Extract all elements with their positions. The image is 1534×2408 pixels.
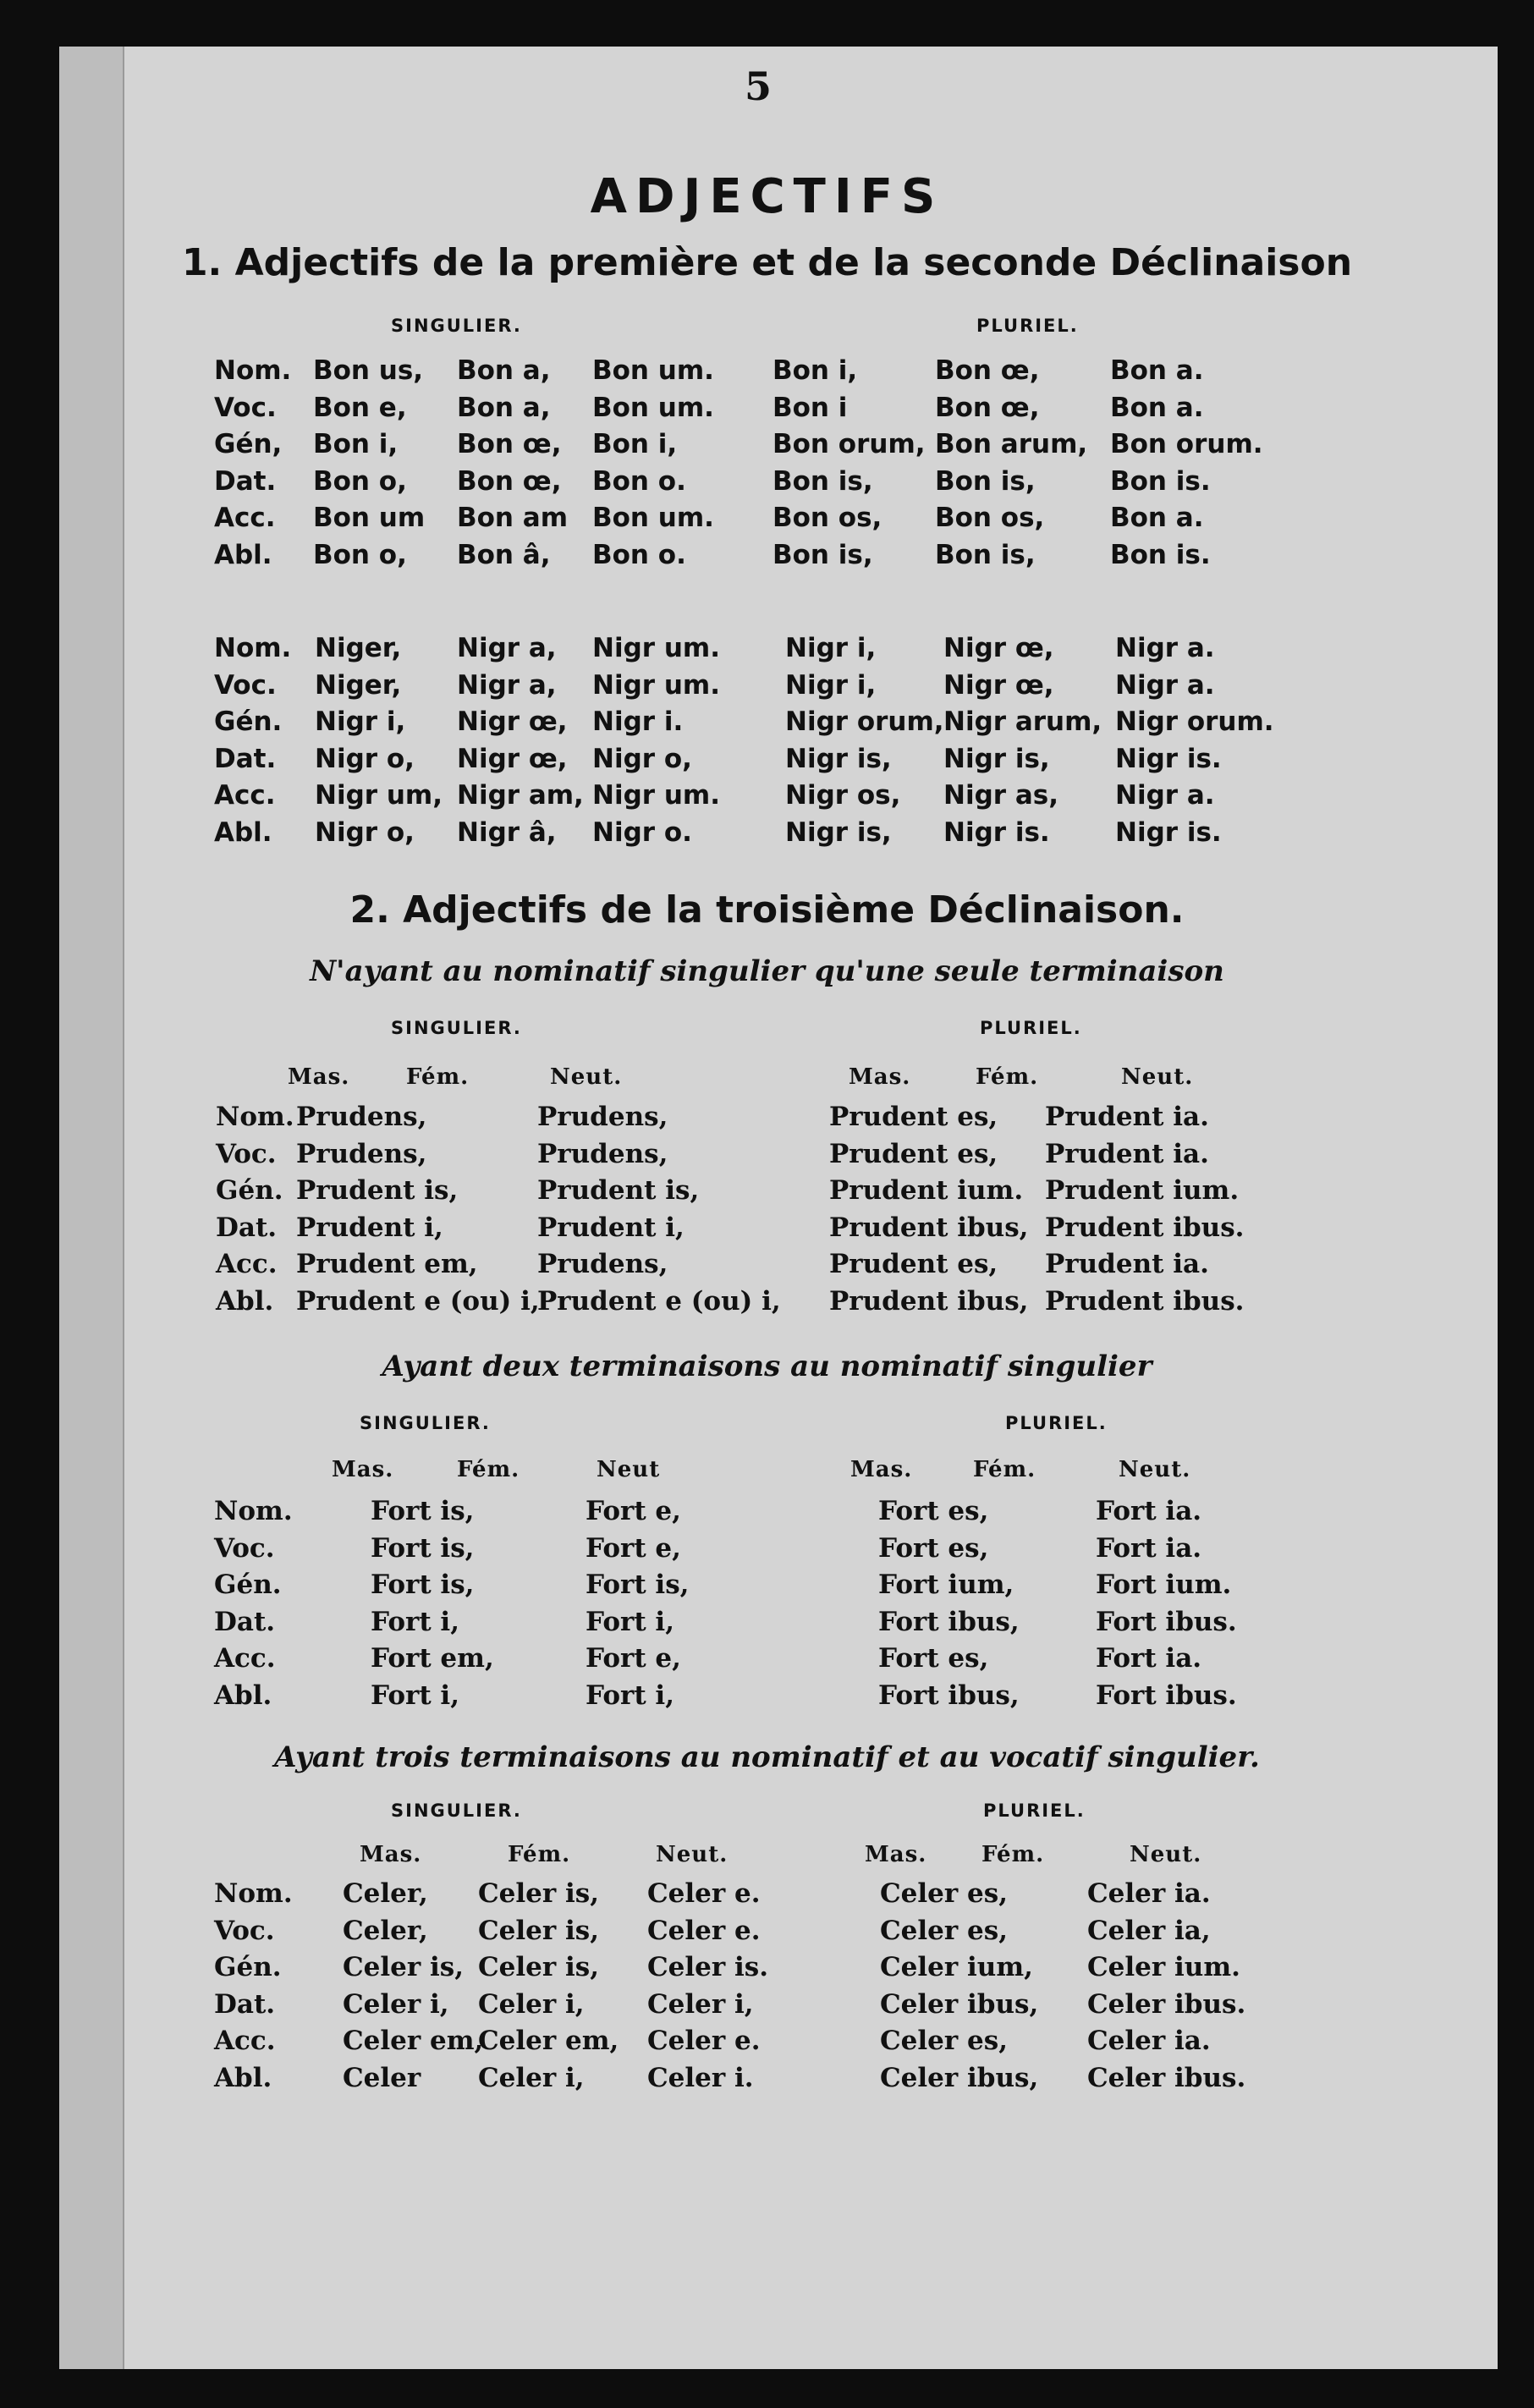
declension-cell: Celer ia, <box>1087 1915 1211 1946</box>
declension-cell: Prudent ia. <box>1045 1138 1209 1169</box>
declension-cell: Bon us, <box>313 355 424 386</box>
declension-cell: Bon œ, <box>935 355 1040 386</box>
declension-cell: Niger, <box>315 633 402 663</box>
gender-header: Fém. <box>973 1457 1036 1482</box>
declension-cell: Bon a. <box>1110 392 1204 423</box>
declension-cell: Prudent i, <box>537 1212 685 1243</box>
declension-cell: Prudens, <box>537 1138 668 1169</box>
declension-cell: Fort ibus. <box>1096 1606 1237 1637</box>
gender-header: Mas. <box>849 1064 911 1090</box>
declension-cell: Nigr is. <box>1115 816 1222 848</box>
declension-cell: Bon os, <box>772 503 882 533</box>
declension-cell: Bon i <box>772 392 848 423</box>
page-title: ADJECTIFS <box>590 169 944 224</box>
gender-header: Fém. <box>457 1457 520 1482</box>
declension-cell: Celer i. <box>647 2062 754 2093</box>
celer-singular-label: SINGULIER. <box>391 1801 522 1821</box>
declension-cell: Bon um. <box>592 355 714 386</box>
case-label: Dat. <box>216 1212 278 1243</box>
declension-cell: Bon is, <box>772 465 873 497</box>
declension-cell: Nigr os, <box>785 780 901 811</box>
gender-header: Mas. <box>865 1842 927 1867</box>
page-number: 5 <box>745 63 772 109</box>
declension-cell: Celer e. <box>647 1878 761 1909</box>
declension-cell: Celer em, <box>343 2026 484 2056</box>
declension-cell: Celer is, <box>478 1952 600 1982</box>
declension-cell: Fort es, <box>878 1643 989 1674</box>
declension-cell: Bon œ, <box>457 429 562 459</box>
declension-cell: Fort ia. <box>1096 1496 1202 1526</box>
declension-cell: Prudent e (ou) i, <box>537 1285 781 1317</box>
declension-cell: Prudent is, <box>537 1175 700 1206</box>
case-label: Abl. <box>216 1285 274 1317</box>
declension-cell: Nigr o. <box>592 816 692 848</box>
declension-cell: Fort is, <box>371 1532 475 1564</box>
declension-cell: Nigr œ, <box>457 743 568 774</box>
case-label: Abl. <box>214 816 272 848</box>
declension-cell: Fort i, <box>586 1606 675 1637</box>
section-1-heading: 1. Adjectifs de la première et de la seconde Déclinaison <box>181 241 1353 284</box>
declension-cell: Fort ium, <box>878 1570 1014 1600</box>
declension-cell: Celer e. <box>647 2026 761 2056</box>
declension-cell: Fort ia. <box>1096 1643 1202 1674</box>
declension-cell: Prudens, <box>537 1249 668 1279</box>
declension-cell: Bon œ, <box>935 392 1040 423</box>
declension-cell: Nigr œ, <box>457 706 568 737</box>
declension-cell: Fort es, <box>878 1532 989 1564</box>
declension-cell: Bon o, <box>313 465 407 497</box>
declension-cell: Celer e. <box>647 1915 761 1946</box>
declension-cell: Prudent em, <box>296 1249 478 1279</box>
declension-cell: Celer i, <box>478 2062 585 2093</box>
declension-cell: Bon is, <box>935 465 1036 497</box>
declension-cell: Niger, <box>315 669 402 701</box>
case-label: Voc. <box>214 1532 275 1564</box>
declension-cell: Nigr um. <box>592 780 720 811</box>
declension-cell: Prudent es, <box>829 1249 998 1279</box>
gender-header: Fém. <box>406 1064 470 1090</box>
declension-cell: Bon e, <box>313 392 407 423</box>
declension-cell: Bon um <box>313 503 426 533</box>
declension-cell: Nigr um, <box>315 780 443 811</box>
case-label: Nom. <box>214 1496 293 1526</box>
section-2-subheading-a: N'ayant au nominatif singulier qu'une seule terminaison <box>310 954 1224 988</box>
declension-cell: Celer is, <box>478 1878 600 1909</box>
declension-cell: Celer ium, <box>880 1952 1033 1982</box>
declension-cell: Celer i, <box>647 1988 754 2020</box>
section-2-heading: 2. Adjectifs de la troisième Déclinaison. <box>349 888 1185 932</box>
gender-header: Mas. <box>288 1064 350 1090</box>
case-label: Acc. <box>214 503 276 533</box>
declension-cell: Bon is, <box>772 539 873 570</box>
declension-cell: Nigr orum, <box>785 706 944 737</box>
declension-cell: Prudent ia. <box>1045 1249 1209 1279</box>
case-label: Voc. <box>216 1138 277 1169</box>
case-label: Dat. <box>214 465 277 497</box>
case-label: Acc. <box>216 1249 278 1279</box>
gender-header: Fém. <box>981 1842 1045 1867</box>
declension-cell: Fort ium. <box>1096 1570 1232 1600</box>
declension-cell: Celer ia. <box>1087 2026 1211 2056</box>
case-label: Dat. <box>214 743 277 774</box>
declension-cell: Bon a. <box>1110 355 1204 386</box>
gender-header: Fém. <box>976 1064 1039 1090</box>
declension-cell: Fort i, <box>371 1680 460 1711</box>
declension-cell: Bon œ, <box>457 465 562 497</box>
declension-cell: Celer em, <box>478 2026 619 2056</box>
declension-cell: Fort e, <box>586 1532 681 1564</box>
declension-cell: Bon i, <box>592 429 678 459</box>
case-label: Abl. <box>214 2062 272 2093</box>
declension-cell: Celer ibus, <box>880 1988 1039 2020</box>
declension-cell: Fort is, <box>586 1570 690 1600</box>
case-label: Nom. <box>214 633 292 663</box>
gender-header: Mas. <box>332 1457 394 1482</box>
fortis-singular-label: SINGULIER. <box>360 1413 491 1433</box>
declension-cell: Prudent ia. <box>1045 1102 1209 1132</box>
declension-cell: Nigr is. <box>1115 743 1222 774</box>
declension-cell: Prudens, <box>296 1102 427 1132</box>
gender-header: Mas. <box>850 1457 913 1482</box>
declension-cell: Fort ibus, <box>878 1680 1020 1711</box>
case-label: Acc. <box>214 1643 276 1674</box>
declension-cell: Prudent ibus. <box>1045 1212 1245 1243</box>
declension-cell: Celer i, <box>343 1988 449 2020</box>
declension-cell: Nigr i, <box>785 633 877 663</box>
declension-cell: Prudent ibus. <box>1045 1285 1245 1317</box>
declension-cell: Bon arum, <box>935 429 1088 459</box>
declension-cell: Bon os, <box>935 503 1045 533</box>
declension-cell: Bon i, <box>772 355 858 386</box>
declension-cell: Celer ibus. <box>1087 1988 1246 2020</box>
declension-cell: Nigr o, <box>315 816 415 848</box>
declension-cell: Prudent e (ou) i, <box>296 1285 540 1317</box>
case-label: Nom. <box>214 1878 293 1909</box>
declension-cell: Bon â, <box>457 539 551 570</box>
declension-cell: Prudens, <box>296 1138 427 1169</box>
gender-header: Neut. <box>656 1842 729 1867</box>
declension-cell: Fort ia. <box>1096 1532 1202 1564</box>
case-label: Acc. <box>214 780 276 811</box>
case-label: Gén. <box>216 1175 283 1206</box>
declension-cell: Celer, <box>343 1878 428 1909</box>
celer-plural-label: PLURIEL. <box>983 1801 1086 1821</box>
prudens-singular-label: SINGULIER. <box>391 1018 522 1038</box>
declension-cell: Fort is, <box>371 1496 475 1526</box>
declension-cell: Celer es, <box>880 2026 1008 2056</box>
declension-cell: Celer is. <box>647 1952 769 1982</box>
declension-cell: Bon am <box>457 503 569 533</box>
declension-cell: Nigr i. <box>592 706 684 737</box>
declension-cell: Prudent i, <box>296 1212 443 1243</box>
gender-header: Fém. <box>508 1842 571 1867</box>
gender-header: Neut. <box>1121 1064 1194 1090</box>
declension-cell: Celer is, <box>478 1915 600 1946</box>
declension-cell: Prudens, <box>537 1102 668 1132</box>
declension-cell: Bon o, <box>313 539 407 570</box>
declension-cell: Nigr um. <box>592 633 720 663</box>
declension-cell: Nigr is. <box>943 816 1050 848</box>
declension-cell: Nigr o, <box>592 743 692 774</box>
declension-cell: Celer es, <box>880 1878 1008 1909</box>
declension-cell: Nigr is, <box>785 743 892 774</box>
section-1-singular-label: SINGULIER. <box>391 316 522 336</box>
declension-cell: Prudent ibus, <box>829 1212 1029 1243</box>
declension-cell: Prudent es, <box>829 1102 998 1132</box>
declension-cell: Bon is, <box>935 539 1036 570</box>
declension-cell: Nigr i, <box>315 706 406 737</box>
declension-cell: Fort is, <box>371 1570 475 1600</box>
declension-cell: Nigr i, <box>785 669 877 701</box>
declension-cell: Bon i, <box>313 429 399 459</box>
declension-cell: Bon a, <box>457 355 551 386</box>
gender-header: Neut. <box>550 1064 623 1090</box>
section-2-subheading-c: Ayant trois terminaisons au nominatif et au vocatif singulier. <box>274 1740 1260 1774</box>
gender-header: Neut <box>597 1457 661 1482</box>
case-label: Dat. <box>214 1606 276 1637</box>
declension-cell: Bon a, <box>457 392 551 423</box>
declension-cell: Fort ibus, <box>878 1606 1020 1637</box>
declension-cell: Fort em, <box>371 1643 494 1674</box>
declension-cell: Bon um. <box>592 503 714 533</box>
declension-cell: Fort i, <box>586 1680 675 1711</box>
declension-cell: Bon o. <box>592 539 686 570</box>
declension-cell: Prudent es, <box>829 1138 998 1169</box>
case-label: Nom. <box>214 355 292 386</box>
declension-cell: Celer es, <box>880 1915 1008 1946</box>
case-label: Acc. <box>214 2026 276 2056</box>
declension-cell: Celer, <box>343 1915 428 1946</box>
case-label: Dat. <box>214 1988 276 2020</box>
declension-cell: Nigr arum, <box>943 706 1102 737</box>
case-label: Voc. <box>214 1915 275 1946</box>
declension-cell: Fort e, <box>586 1496 681 1526</box>
gender-header: Mas. <box>360 1842 422 1867</box>
case-label: Voc. <box>214 669 277 701</box>
declension-cell: Bon is. <box>1110 539 1211 570</box>
declension-cell: Celer ium. <box>1087 1952 1240 1982</box>
declension-cell: Celer ia. <box>1087 1878 1211 1909</box>
fortis-plural-label: PLURIEL. <box>1005 1413 1108 1433</box>
declension-cell: Fort i, <box>371 1606 460 1637</box>
declension-cell: Prudent ibus, <box>829 1285 1029 1317</box>
declension-cell: Nigr um. <box>592 669 720 701</box>
case-label: Voc. <box>214 392 277 423</box>
declension-cell: Nigr a. <box>1115 780 1215 811</box>
declension-cell: Bon a. <box>1110 503 1204 533</box>
declension-cell: Nigr as, <box>943 780 1058 811</box>
declension-cell: Celer <box>343 2062 421 2093</box>
declension-cell: Bon o. <box>592 465 686 497</box>
declension-cell: Celer is, <box>343 1952 465 1982</box>
case-label: Gén, <box>214 429 283 459</box>
declension-cell: Nigr œ, <box>943 669 1054 701</box>
section-2-subheading-b: Ayant deux terminaisons au nominatif singulier <box>382 1350 1152 1383</box>
declension-cell: Bon um. <box>592 392 714 423</box>
declension-cell: Bon orum. <box>1110 429 1263 459</box>
declension-cell: Nigr a, <box>457 669 557 701</box>
case-label: Gén. <box>214 1952 282 1982</box>
declension-cell: Prudent ium. <box>829 1175 1024 1206</box>
case-label: Gén. <box>214 1570 282 1600</box>
declension-cell: Celer ibus, <box>880 2062 1039 2093</box>
declension-cell: Nigr is, <box>785 816 892 848</box>
declension-cell: Fort e, <box>586 1643 681 1674</box>
declension-cell: Nigr â, <box>457 816 557 848</box>
declension-cell: Nigr a, <box>457 633 557 663</box>
gender-header: Neut. <box>1119 1457 1191 1482</box>
case-label: Nom. <box>216 1102 294 1132</box>
case-label: Abl. <box>214 539 272 570</box>
declension-cell: Celer ibus. <box>1087 2062 1246 2093</box>
page-fold <box>59 47 124 2369</box>
declension-cell: Nigr orum. <box>1115 706 1274 737</box>
declension-cell: Bon is. <box>1110 465 1211 497</box>
declension-cell: Nigr a. <box>1115 669 1215 701</box>
declension-cell: Nigr œ, <box>943 633 1054 663</box>
declension-cell: Fort es, <box>878 1496 989 1526</box>
prudens-plural-label: PLURIEL. <box>980 1018 1082 1038</box>
declension-cell: Nigr a. <box>1115 633 1215 663</box>
declension-cell: Fort ibus. <box>1096 1680 1237 1711</box>
declension-cell: Celer i, <box>478 1988 585 2020</box>
case-label: Gén. <box>214 706 283 737</box>
declension-cell: Nigr o, <box>315 743 415 774</box>
section-1-plural-label: PLURIEL. <box>976 316 1079 336</box>
declension-cell: Bon orum, <box>772 429 926 459</box>
declension-cell: Prudent ium. <box>1045 1175 1240 1206</box>
gender-header: Neut. <box>1130 1842 1202 1867</box>
case-label: Abl. <box>214 1680 272 1711</box>
declension-cell: Prudent is, <box>296 1175 459 1206</box>
declension-cell: Nigr am, <box>457 780 584 811</box>
declension-cell: Nigr is, <box>943 743 1050 774</box>
